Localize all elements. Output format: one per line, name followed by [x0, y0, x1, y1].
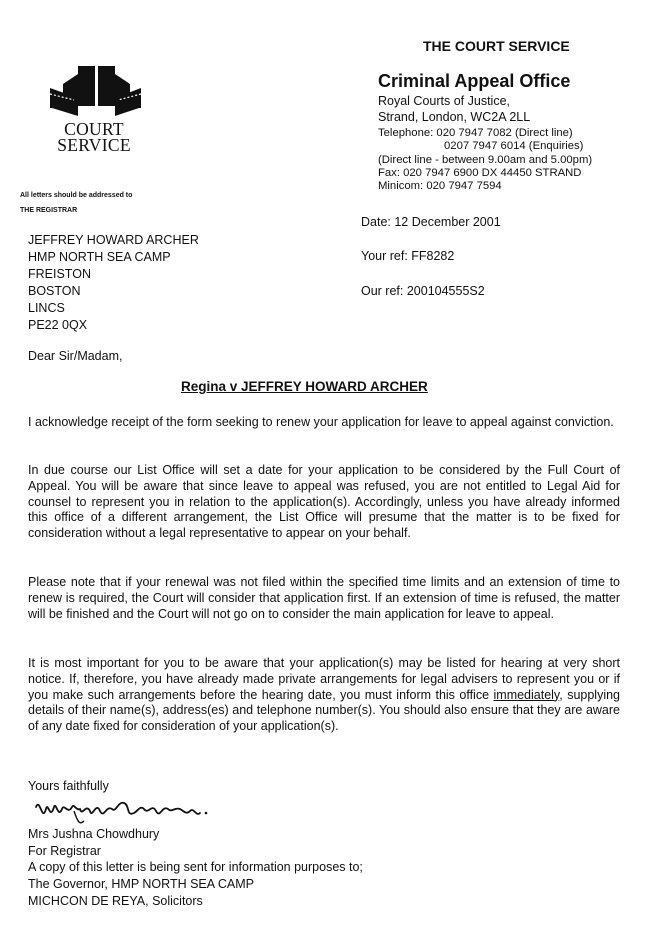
hours-line: (Direct line - between 9.00am and 5.00pm)	[378, 154, 593, 166]
recipient-line: JEFFREY HOWARD ARCHER	[28, 233, 199, 247]
your-ref: Your ref: FF8282	[361, 249, 455, 263]
address-line-1: Royal Courts of Justice,	[378, 94, 510, 108]
handwritten-signature	[34, 793, 214, 827]
registrar-notice: THE REGISTRAR	[20, 207, 78, 214]
our-ref: Our ref: 200104555S2	[361, 284, 485, 298]
copy-notice: A copy of this letter is being sent for information purposes to;	[28, 860, 363, 874]
recipient-line: PE22 0QX	[28, 318, 88, 332]
paragraph-4-text-end: , supplying details of their name(s), address(es) and telephone number(s). You should also ensure that they are aware of any date fixed for consideration of your application(s).	[28, 687, 621, 734]
recipient-line: HMP NORTH SEA CAMP	[28, 250, 171, 264]
letter-date: Date: 12 December 2001	[361, 215, 501, 229]
fax-line: Fax: 020 7947 6900 DX 44450 STRAND	[378, 167, 582, 179]
minicom-line: Minicom: 020 7947 7594	[378, 180, 502, 192]
recipient-line: LINCS	[28, 301, 65, 315]
paragraph-4-text: It is most important for you to be aware that your application(s) may be listed for hearing at very short notice. If, therefore, you have already made private arrangements for legal advisers to represent you or if you make such arrangements before the hearing date, you must inform this office	[28, 656, 620, 702]
paragraph-2: In due course our List Office will set a date for your application to be considered by the Full Court of Appeal. You will be aware that since leave to appeal was refused, you are not entitled to Legal Aid for counsel to represent you in relation to the application(s). Accordingly, unless you have already informed this office of a different arrangement, the List Office will presume that the matter is to be fixed for consideration without a legal representative to appear on your behalf.	[28, 463, 620, 541]
recipient-line: FREISTON	[28, 267, 91, 281]
paragraph-1: I acknowledge receipt of the form seeking to renew your application for leave to appeal against conviction.	[28, 415, 614, 429]
logo-text-service: SERVICE	[57, 135, 131, 155]
salutation: Dear Sir/Madam,	[28, 349, 123, 363]
signatory-name: Mrs Jushna Chowdhury	[28, 827, 160, 841]
office-name: Criminal Appeal Office	[378, 71, 571, 91]
paragraph-4	[28, 656, 620, 735]
copy-recipient-1: The Governor, HMP NORTH SEA CAMP	[28, 877, 254, 891]
paragraph-3: Please note that if your renewal was not filed within the specified time limits and an extension of time to renew is required, the Court will consider that application first. If an extension of time is refused, the matter will be finished and the Court will not go on to consider the main application for leave to appeal.	[28, 575, 620, 621]
recipient-line: BOSTON	[28, 284, 81, 298]
subject-line: Regina v JEFFREY HOWARD ARCHER	[181, 379, 428, 394]
enquiries-line: 0207 7947 6014 (Enquiries)	[444, 140, 584, 152]
copy-recipient-2: MICHCON DE REYA, Solicitors	[28, 894, 203, 908]
logo-text-court: COURT	[64, 119, 124, 139]
valediction: Yours faithfully	[28, 779, 109, 793]
signatory-role: For Registrar	[28, 844, 101, 858]
address-line-2: Strand, London, WC2A 2LL	[378, 110, 531, 124]
emphasis-immediately: immediately	[493, 687, 560, 702]
telephone-line: Telephone: 020 7947 7082 (Direct line)	[378, 127, 573, 139]
org-heading: THE COURT SERVICE	[423, 38, 570, 54]
address-notice: All letters should be addressed to	[20, 192, 133, 199]
